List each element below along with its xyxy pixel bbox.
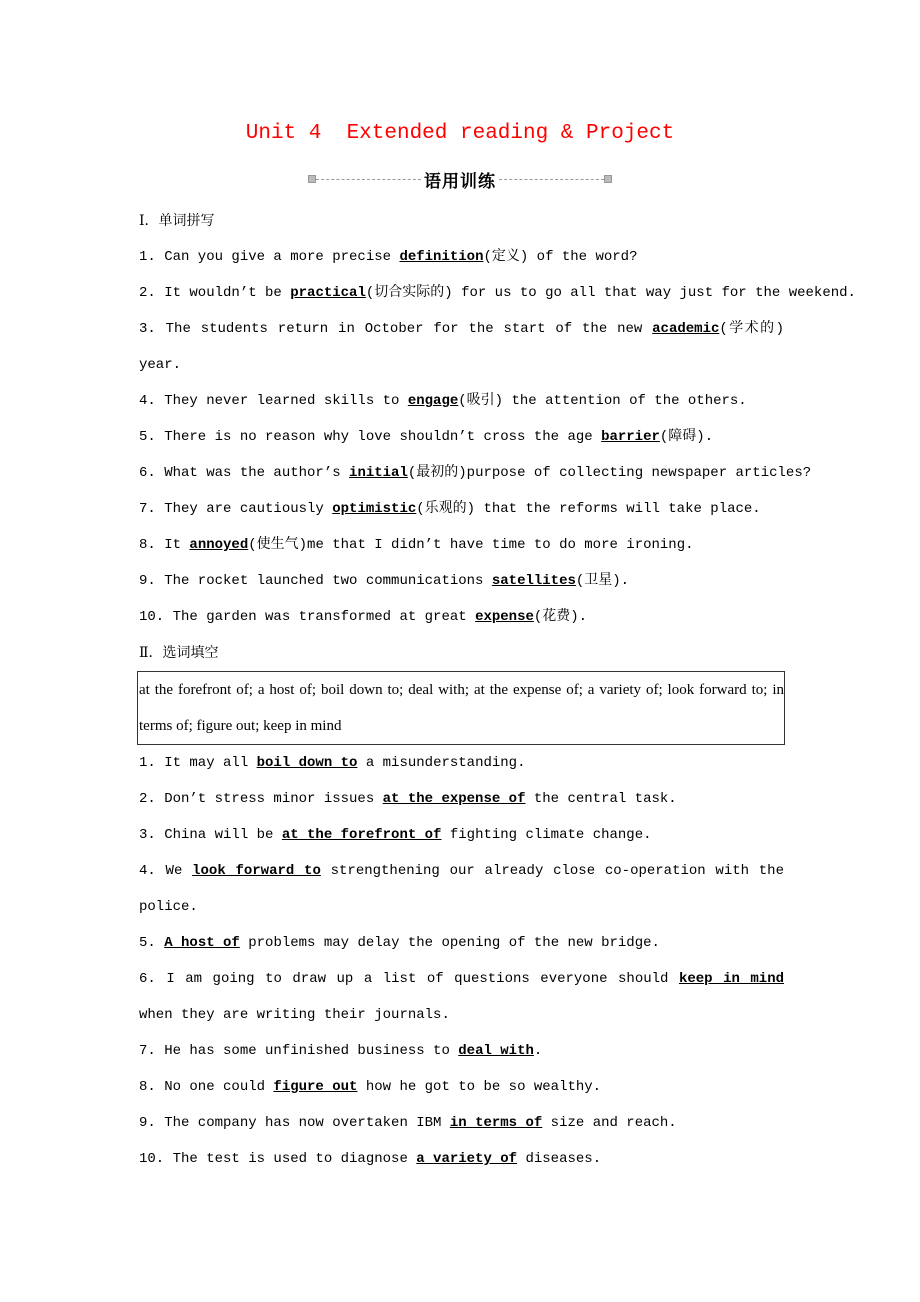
exercise-item: [139, 1141, 784, 1177]
banner-left-square-icon: [308, 175, 316, 183]
item-suffix: (最初的)purpose of collecting newspaper articles?: [407, 465, 812, 481]
item-prefix: 8. No one could: [139, 1079, 274, 1095]
exercise-item: [139, 275, 856, 311]
item-prefix: 2. Don’t stress minor issues: [139, 791, 383, 807]
exercise-content: [139, 203, 856, 1177]
banner-divider-right: [499, 179, 604, 180]
item-suffix: (定义) of the word?: [483, 249, 638, 265]
section2-items: [139, 745, 784, 1177]
item-answer: initial: [349, 465, 408, 481]
item-prefix: 4. They never learned skills to: [139, 393, 408, 409]
item-suffix: (吸引) the attention of the others.: [458, 393, 747, 409]
item-suffix: (乐观的) that the reforms will take place.: [416, 501, 761, 517]
item-suffix: how he got to be so wealthy.: [357, 1079, 602, 1095]
item-answer: keep in mind: [678, 971, 784, 987]
exercise-item: [139, 745, 784, 781]
item-suffix: fighting climate change.: [441, 827, 652, 843]
item-prefix: 8. It: [139, 537, 190, 553]
item-suffix: size and reach.: [542, 1115, 677, 1131]
exercise-item: [139, 1069, 784, 1105]
item-suffix: (花费).: [533, 609, 588, 625]
item-answer: look forward to: [192, 863, 321, 879]
exercise-item: [139, 1033, 784, 1069]
item-answer: engage: [407, 393, 459, 409]
item-prefix: 10. The test is used to diagnose: [139, 1151, 417, 1167]
item-suffix: when they are writing their journals.: [139, 1007, 450, 1023]
section1-heading: Ⅰ．单词拼写: [139, 213, 215, 229]
exercise-item: [139, 527, 784, 563]
item-answer: definition: [399, 249, 484, 265]
item-prefix: 1. It may all: [139, 755, 257, 771]
exercise-item: [139, 491, 784, 527]
item-answer: at the forefront of: [281, 827, 442, 843]
item-prefix: 7. They are cautiously: [139, 501, 333, 517]
item-answer: a variety of: [416, 1151, 518, 1167]
item-suffix: the central task.: [525, 791, 677, 807]
item-suffix: strengthening our already close co-operation with the police.: [139, 863, 784, 915]
item-answer: deal with: [458, 1043, 534, 1059]
item-answer: figure out: [273, 1079, 358, 1095]
item-suffix: (学术的) year.: [139, 321, 784, 373]
banner-right-square-icon: [604, 175, 612, 183]
item-suffix: diseases.: [517, 1151, 602, 1167]
item-answer: at the expense of: [382, 791, 526, 807]
item-prefix: 7. He has some unfinished business to: [139, 1043, 459, 1059]
item-answer: optimistic: [332, 501, 417, 517]
exercise-item: [139, 599, 784, 635]
banner-text: 语用训练: [424, 171, 496, 192]
item-answer: academic: [652, 321, 720, 337]
exercise-item: [139, 1105, 784, 1141]
section-banner: [308, 166, 612, 192]
exercise-item: [139, 455, 812, 491]
exercise-item: [139, 817, 784, 853]
exercise-item: [139, 925, 784, 961]
item-suffix: .: [533, 1043, 543, 1059]
exercise-item: [139, 239, 784, 275]
section1-items: [139, 239, 856, 635]
item-prefix: 10. The garden was transformed at great: [139, 609, 476, 625]
item-answer: in terms of: [449, 1115, 543, 1131]
item-answer: satellites: [491, 573, 576, 589]
item-suffix: a misunderstanding.: [357, 755, 526, 771]
item-suffix: (障碍).: [659, 429, 714, 445]
item-prefix: 5.: [139, 935, 165, 951]
item-prefix: 1. Can you give a more precise: [139, 249, 400, 265]
exercise-item: [139, 419, 784, 455]
section2-heading: Ⅱ．选词填空: [139, 645, 219, 661]
item-suffix: problems may delay the opening of the new bridge.: [239, 935, 660, 951]
banner-divider-left: [316, 179, 421, 180]
item-prefix: 3. China will be: [139, 827, 282, 843]
item-prefix: 9. The company has now overtaken IBM: [139, 1115, 450, 1131]
exercise-item: [139, 563, 784, 599]
item-suffix: (使生气)me that I didn’t have time to do more ironing.: [248, 537, 694, 553]
item-prefix: 6. What was the author’s: [139, 465, 350, 481]
item-prefix: 3. The students return in October for the start of the new: [139, 321, 653, 337]
item-answer: A host of: [164, 935, 240, 951]
item-answer: practical: [290, 285, 366, 301]
exercise-item: [139, 853, 784, 925]
item-suffix: (切合实际的) for us to go all that way just for the weekend.: [365, 285, 856, 301]
item-prefix: 2. It wouldn’t be: [139, 285, 291, 301]
item-answer: annoyed: [189, 537, 249, 553]
exercise-item: [139, 961, 784, 1033]
item-suffix: (卫星).: [575, 573, 630, 589]
item-answer: boil down to: [256, 755, 358, 771]
item-prefix: 5. There is no reason why love shouldn’t cross the age: [139, 429, 602, 445]
word-bank-box: at the forefront of; a host of; boil down to; deal with; at the expense of; a variety of; look forward to; in terms of; figure out; keep in mind: [137, 671, 785, 745]
item-prefix: 6. I am going to draw up a list of questions everyone should: [139, 971, 679, 987]
exercise-item: [139, 781, 784, 817]
item-answer: expense: [475, 609, 534, 625]
exercise-item: [139, 311, 784, 383]
item-prefix: 4. We: [139, 863, 193, 879]
item-prefix: 9. The rocket launched two communications: [139, 573, 492, 589]
item-answer: barrier: [601, 429, 660, 445]
page-title: Unit 4 Extended reading & Project: [245, 122, 675, 145]
exercise-item: [139, 383, 784, 419]
